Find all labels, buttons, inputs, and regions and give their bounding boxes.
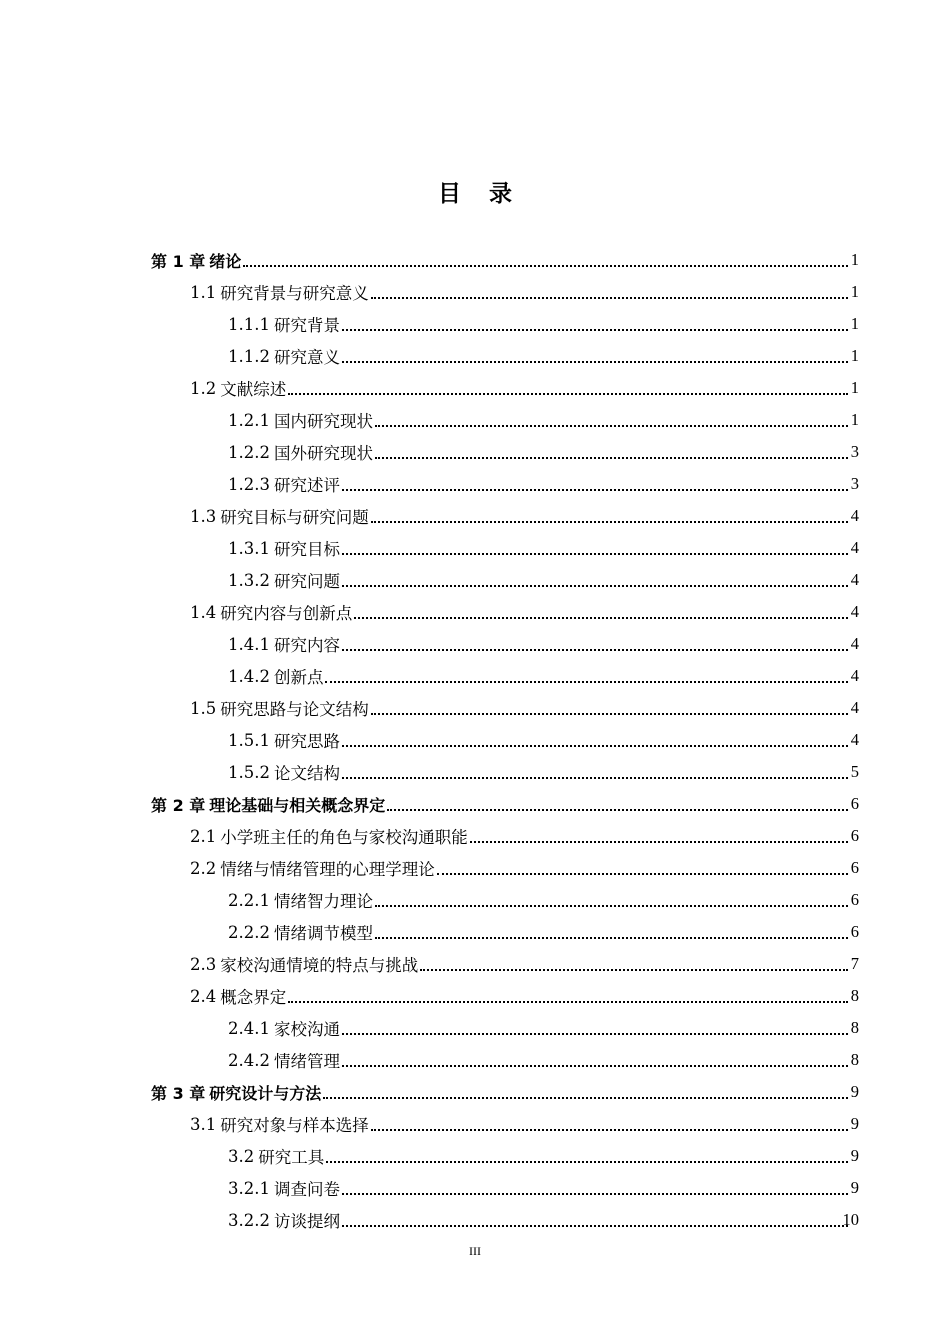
toc-entry[interactable] xyxy=(0,596,950,628)
toc-dot-leader xyxy=(420,969,848,971)
toc-entry[interactable] xyxy=(0,1204,950,1236)
toc-dot-leader xyxy=(342,489,848,491)
toc-entry-page: 6 xyxy=(850,794,859,813)
toc-dot-leader xyxy=(342,585,848,587)
toc-entry[interactable] xyxy=(0,1044,950,1076)
toc-entry-number: 2.1 xyxy=(190,826,217,846)
toc-entry-title: 创新点 xyxy=(273,668,324,687)
toc-entry-title: 研究对象与样本选择 xyxy=(220,1116,369,1135)
toc-entry[interactable] xyxy=(0,1140,950,1172)
toc-dot-leader xyxy=(371,521,848,523)
toc-entry-number: 1.2.1 xyxy=(228,410,270,430)
toc-entry-page: 4 xyxy=(850,506,859,525)
toc-entry-page: 6 xyxy=(850,826,859,845)
toc-entry-number: 第 3 章 xyxy=(151,1083,206,1103)
toc-entry-title: 情绪智力理论 xyxy=(273,892,373,911)
toc-entry-title: 研究背景 xyxy=(273,316,340,335)
toc-entry-title: 研究内容与创新点 xyxy=(220,604,353,623)
toc-entry-page: 3 xyxy=(850,474,859,493)
toc-dot-leader xyxy=(342,1033,848,1035)
toc-entry-page: 9 xyxy=(850,1146,859,1165)
toc-entry-number: 1.4.1 xyxy=(228,634,270,654)
toc-dot-leader xyxy=(342,649,848,651)
toc-entry-number: 3.2 xyxy=(228,1146,255,1166)
toc-dot-leader xyxy=(375,425,848,427)
toc-dot-leader xyxy=(342,745,848,747)
toc-entry[interactable] xyxy=(0,468,950,500)
toc-entry-page: 8 xyxy=(850,1050,859,1069)
toc-entry-page: 6 xyxy=(850,890,859,909)
toc-entry-page: 1 xyxy=(850,410,859,429)
toc-entry-title: 理论基础与相关概念界定 xyxy=(209,795,386,815)
toc-entry-title: 研究思路与论文结构 xyxy=(220,700,369,719)
toc-entry[interactable] xyxy=(0,1108,950,1140)
toc-entry-title: 小学班主任的角色与家校沟通职能 xyxy=(220,828,468,847)
toc-entry-number: 3.2.1 xyxy=(228,1178,270,1198)
toc-entry-title: 情绪调节模型 xyxy=(273,924,373,943)
toc-entry-page: 6 xyxy=(850,922,859,941)
toc-entry[interactable] xyxy=(0,756,950,788)
toc-entry-title: 访谈提纲 xyxy=(273,1212,340,1231)
toc-entry[interactable] xyxy=(0,852,950,884)
toc-entry-page: 6 xyxy=(850,858,859,877)
toc-dot-leader xyxy=(354,617,848,619)
toc-entry-page: 1 xyxy=(850,282,859,301)
toc-dot-leader xyxy=(371,1129,848,1131)
toc-entry-page: 4 xyxy=(850,538,859,557)
toc-entry-number: 第 2 章 xyxy=(151,795,206,815)
toc-entry-number: 2.4.2 xyxy=(228,1050,270,1070)
toc-entry-number: 1.4.2 xyxy=(228,666,270,686)
toc-entry-title: 绪论 xyxy=(209,251,242,271)
toc-entry-number: 1.5 xyxy=(190,698,217,718)
toc-entry-title: 研究工具 xyxy=(258,1148,325,1167)
toc-entry[interactable] xyxy=(0,340,950,372)
toc-entry-page: 1 xyxy=(850,378,859,397)
toc-entry-title: 文献综述 xyxy=(220,380,287,399)
toc-entry-page: 4 xyxy=(850,602,859,621)
toc-entry-title: 情绪与情绪管理的心理学理论 xyxy=(220,860,435,879)
toc-dot-leader xyxy=(288,393,848,395)
toc-dot-leader xyxy=(342,777,848,779)
toc-entry[interactable] xyxy=(0,916,950,948)
toc-entry-title: 概念界定 xyxy=(220,988,287,1007)
toc-entry-number: 3.1 xyxy=(190,1114,217,1134)
toc-entry-title: 研究思路 xyxy=(273,732,340,751)
toc-entry[interactable] xyxy=(0,660,950,692)
toc-entry-page: 1 xyxy=(850,250,859,269)
toc-dot-leader xyxy=(342,329,848,331)
toc-dot-leader xyxy=(326,1161,848,1163)
toc-entry[interactable] xyxy=(0,692,950,724)
toc-dot-leader xyxy=(342,1065,848,1067)
toc-dot-leader xyxy=(342,553,848,555)
toc-dot-leader xyxy=(288,1001,848,1003)
toc-entry-page: 9 xyxy=(850,1114,859,1133)
toc-dot-leader xyxy=(470,841,848,843)
toc-dot-leader xyxy=(437,873,848,875)
toc-entry-page: 9 xyxy=(850,1082,859,1101)
toc-entry[interactable] xyxy=(0,948,950,980)
page-number-footer: III xyxy=(469,1244,481,1258)
toc-dot-leader xyxy=(323,1097,848,1099)
toc-dot-leader xyxy=(375,457,848,459)
toc-entry-number: 1.3 xyxy=(190,506,217,526)
toc-entry[interactable] xyxy=(0,500,950,532)
toc-entry-number: 1.5.2 xyxy=(228,762,270,782)
toc-entry-title: 研究意义 xyxy=(273,348,340,367)
toc-entry[interactable] xyxy=(0,404,950,436)
toc-entry-number: 2.4.1 xyxy=(228,1018,270,1038)
toc-entry-number: 1.2 xyxy=(190,378,217,398)
toc-entry-number: 2.3 xyxy=(190,954,217,974)
toc-entry-number: 2.4 xyxy=(190,986,217,1006)
toc-entry-title: 家校沟通情境的特点与挑战 xyxy=(220,956,419,975)
toc-entry-page: 4 xyxy=(850,570,859,589)
page-title: 目录 xyxy=(438,181,540,207)
toc-entry-title: 调查问卷 xyxy=(273,1180,340,1199)
toc-entry[interactable] xyxy=(0,276,950,308)
toc-entry[interactable] xyxy=(0,884,950,916)
toc-entry-page: 10 xyxy=(842,1210,859,1229)
toc-entry-number: 1.3.2 xyxy=(228,570,270,590)
toc-entry-title: 论文结构 xyxy=(273,764,340,783)
toc-entry[interactable] xyxy=(0,1012,950,1044)
toc-entry-title: 研究述评 xyxy=(273,476,340,495)
toc-dot-leader xyxy=(375,937,848,939)
toc-entry-page: 8 xyxy=(850,986,859,1005)
toc-entry[interactable] xyxy=(0,1076,950,1108)
toc-entry[interactable] xyxy=(0,308,950,340)
toc-entry-page: 4 xyxy=(850,730,859,749)
toc-entry-number: 2.2.2 xyxy=(228,922,270,942)
toc-entry[interactable] xyxy=(0,980,950,1012)
toc-entry-page: 1 xyxy=(850,346,859,365)
toc-entry-number: 1.2.3 xyxy=(228,474,270,494)
toc-entry-page: 4 xyxy=(850,698,859,717)
toc-entry-title: 研究目标与研究问题 xyxy=(220,508,369,527)
toc-entry[interactable] xyxy=(0,788,950,820)
toc-dot-leader xyxy=(375,905,848,907)
toc-entry-title: 研究内容 xyxy=(273,636,340,655)
toc-dot-leader xyxy=(325,681,848,683)
toc-entry-page: 4 xyxy=(850,666,859,685)
toc-entry-number: 第 1 章 xyxy=(151,251,206,271)
toc-entry-page: 9 xyxy=(850,1178,859,1197)
toc-entry-title: 国外研究现状 xyxy=(273,444,373,463)
toc-entry-number: 1.1 xyxy=(190,282,217,302)
toc-entry-page: 8 xyxy=(850,1018,859,1037)
toc-dot-leader xyxy=(371,297,848,299)
toc-entry[interactable] xyxy=(0,724,950,756)
toc-entry-number: 3.2.2 xyxy=(228,1210,270,1230)
toc-entry[interactable] xyxy=(0,820,950,852)
toc-entry-title: 研究问题 xyxy=(273,572,340,591)
toc-entry-title: 研究目标 xyxy=(273,540,340,559)
toc-dot-leader xyxy=(387,809,848,811)
toc-entry-page: 7 xyxy=(850,954,859,973)
toc-entry-number: 1.3.1 xyxy=(228,538,270,558)
toc-entry[interactable] xyxy=(0,532,950,564)
toc-dot-leader xyxy=(243,265,848,267)
toc-entry[interactable] xyxy=(0,564,950,596)
toc-entry-title: 家校沟通 xyxy=(273,1020,340,1039)
toc-entry[interactable] xyxy=(0,628,950,660)
toc-entry[interactable] xyxy=(0,1172,950,1204)
toc-dot-leader xyxy=(342,1193,848,1195)
toc-entry-title: 情绪管理 xyxy=(273,1052,340,1071)
toc-entry-number: 1.1.1 xyxy=(228,314,270,334)
toc-entry[interactable] xyxy=(0,372,950,404)
toc-entry-number: 2.2 xyxy=(190,858,217,878)
toc-entry[interactable] xyxy=(0,244,950,276)
toc-entry-title: 国内研究现状 xyxy=(273,412,373,431)
toc-entry-number: 1.2.2 xyxy=(228,442,270,462)
toc-entry-number: 2.2.1 xyxy=(228,890,270,910)
toc-entry-number: 1.4 xyxy=(190,602,217,622)
toc-entry-page: 5 xyxy=(850,762,859,781)
toc-dot-leader xyxy=(342,1225,848,1227)
toc-entry-number: 1.1.2 xyxy=(228,346,270,366)
toc-entry-page: 3 xyxy=(850,442,859,461)
toc-dot-leader xyxy=(371,713,848,715)
toc-entry-number: 1.5.1 xyxy=(228,730,270,750)
toc-entry[interactable] xyxy=(0,436,950,468)
toc-entry-title: 研究背景与研究意义 xyxy=(220,284,369,303)
toc-dot-leader xyxy=(342,361,848,363)
toc-entry-page: 1 xyxy=(850,314,859,333)
toc-entry-page: 4 xyxy=(850,634,859,653)
toc-entry-title: 研究设计与方法 xyxy=(209,1083,322,1103)
